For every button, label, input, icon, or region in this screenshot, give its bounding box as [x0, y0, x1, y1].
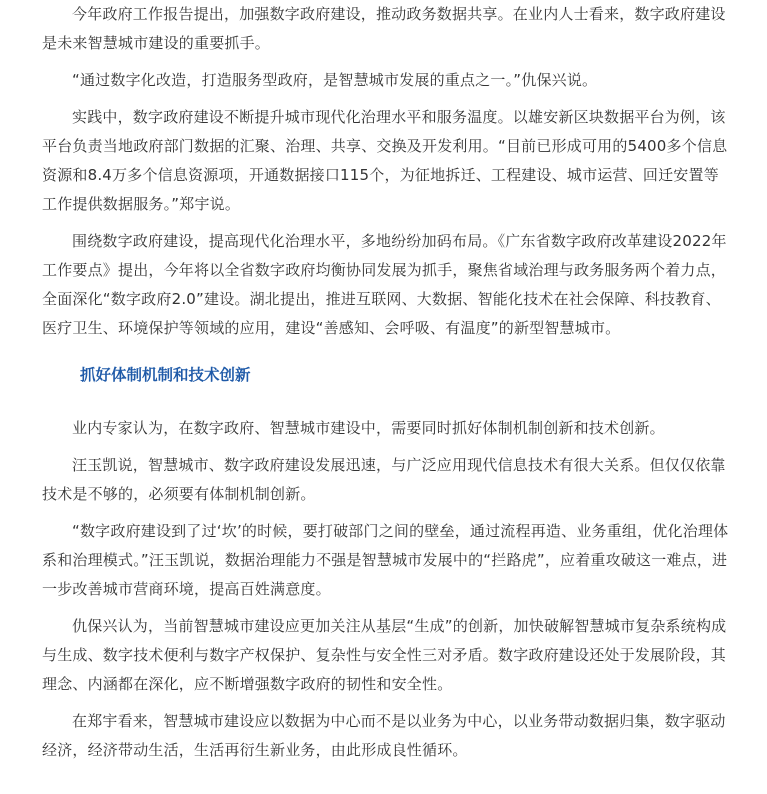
- paragraph-expert-view: 业内专家认为，在数字政府、智慧城市建设中，需要同时抓好体制机制创新和技术创新。: [72, 419, 665, 437]
- paragraph-gap: [42, 699, 732, 707]
- article-body: [42, 0, 732, 765]
- paragraph-wang-quote: “数字政府建设到了过‘坎’的时候，要打破部门之间的壁垒，通过流程再造、业务重组，优化治理体系和治理模式。”汪玉凯说，数据治理能力不强是智慧城市发展中的“拦路虎”，应着重攻破这一难点，进一步改善城市营商环境，提高百姓满意度。: [42, 522, 729, 598]
- paragraph-wang-view: 汪玉凯说，智慧城市、数字政府建设发展迅速，与广泛应用现代信息技术有很大关系。但仅仅依靠技术是不够的，必须要有体制机制创新。: [42, 456, 726, 503]
- section-heading: 抓好体制机制和技术创新: [80, 366, 251, 384]
- paragraph-xiongan-example: 实践中，数字政府建设不断提升城市现代化治理水平和服务温度。以雄安新区块数据平台为例，该平台负责当地政府部门数据的汇聚、治理、共享、交换及开发利用。“目前已形成可用的5400多个信息资源和8.4万多个信息资源项，开通数据接口115个，为征地拆迁、工程建设、城市运营、回迁安置等工作提供数据服务。”郑宇说。: [42, 108, 728, 213]
- section-gap: [42, 343, 732, 361]
- paragraph-government-report: 今年政府工作报告提出，加强数字政府建设，推动政务数据共享。在业内人士看来，数字政府建设是未来智慧城市建设的重要抓手。: [42, 5, 726, 52]
- paragraph-gap: [42, 604, 732, 612]
- paragraph-qiu-view: 仇保兴认为，当前智慧城市建设应更加关注从基层“生成”的创新，加快破解智慧城市复杂系统构成与生成、数字技术便利与数字产权保护、复杂性与安全性三对矛盾。数字政府建设还处于发展阶段，其理念、内涵都在深化，应不断增强数字政府的韧性和安全性。: [42, 617, 727, 693]
- paragraph-gap: [42, 443, 732, 451]
- paragraph-quote-qiu: “通过数字化改造，打造服务型政府，是智慧城市发展的重点之一。”仇保兴说。: [72, 71, 598, 89]
- paragraph-gap: [42, 58, 732, 66]
- paragraph-gap: [42, 509, 732, 517]
- paragraph-zheng-view: 在郑宇看来，智慧城市建设应以数据为中心而不是以业务为中心，以业务带动数据归集，数字驱动经济，经济带动生活，生活再衍生新业务，由此形成良性循环。: [42, 712, 726, 759]
- paragraph-gap: [42, 95, 732, 103]
- paragraph-regional-layout: 围绕数字政府建设，提高现代化治理水平，多地纷纷加码布局。《广东省数字政府改革建设2022年工作要点》提出，今年将以全省数字政府均衡协同发展为抓手，聚焦省域治理与政务服务两个着力点，全面深化“数字政府2.0”建设。湖北提出，推进互联网、大数据、智能化技术在社会保障、科技教育、医疗卫生、环境保护等领域的应用，建设“善感知、会呼吸、有温度”的新型智慧城市。: [42, 232, 727, 337]
- paragraph-gap: [42, 219, 732, 227]
- section-gap: [42, 390, 732, 414]
